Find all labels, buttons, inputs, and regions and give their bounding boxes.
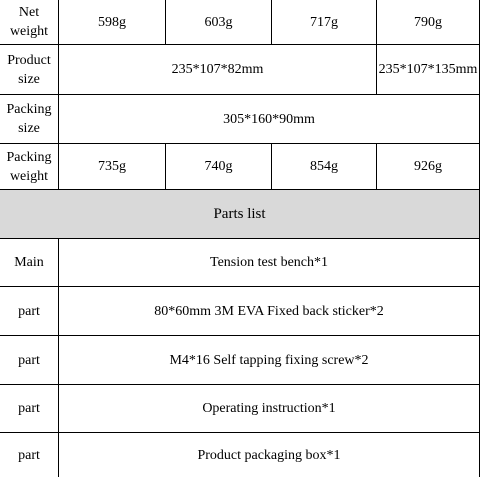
net-weight-value-2: 603g xyxy=(166,0,272,45)
packing-weight-value-2: 740g xyxy=(166,144,272,190)
packing-weight-value-3: 854g xyxy=(272,144,377,190)
packing-size-label: Packing size xyxy=(0,95,59,144)
product-size-value-main: 235*107*82mm xyxy=(59,45,377,95)
parts-row-4-item: Operating instruction*1 xyxy=(59,385,480,433)
parts-row-5-item: Product packaging box*1 xyxy=(59,433,480,477)
packing-size-value: 305*160*90mm xyxy=(59,95,480,144)
net-weight-value-4: 790g xyxy=(377,0,480,45)
net-weight-value-3: 717g xyxy=(272,0,377,45)
parts-row-3-item: M4*16 Self tapping fixing screw*2 xyxy=(59,336,480,385)
parts-row-2-item: 80*60mm 3M EVA Fixed back sticker*2 xyxy=(59,287,480,336)
parts-row-2-type: part xyxy=(0,287,59,336)
net-weight-label: Net weight xyxy=(0,0,59,45)
parts-row-4-type: part xyxy=(0,385,59,433)
packing-weight-value-1: 735g xyxy=(59,144,166,190)
packing-weight-label: Packing weight xyxy=(0,144,59,190)
packing-weight-value-4: 926g xyxy=(377,144,480,190)
parts-row-3-type: part xyxy=(0,336,59,385)
parts-row-1-item: Tension test bench*1 xyxy=(59,239,480,287)
product-size-label: Product size xyxy=(0,45,59,95)
parts-list-header: Parts list xyxy=(0,190,480,239)
product-size-value-last: 235*107*135mm xyxy=(377,45,480,95)
net-weight-value-1: 598g xyxy=(59,0,166,45)
parts-row-5-type: part xyxy=(0,433,59,477)
parts-row-1-type: Main xyxy=(0,239,59,287)
